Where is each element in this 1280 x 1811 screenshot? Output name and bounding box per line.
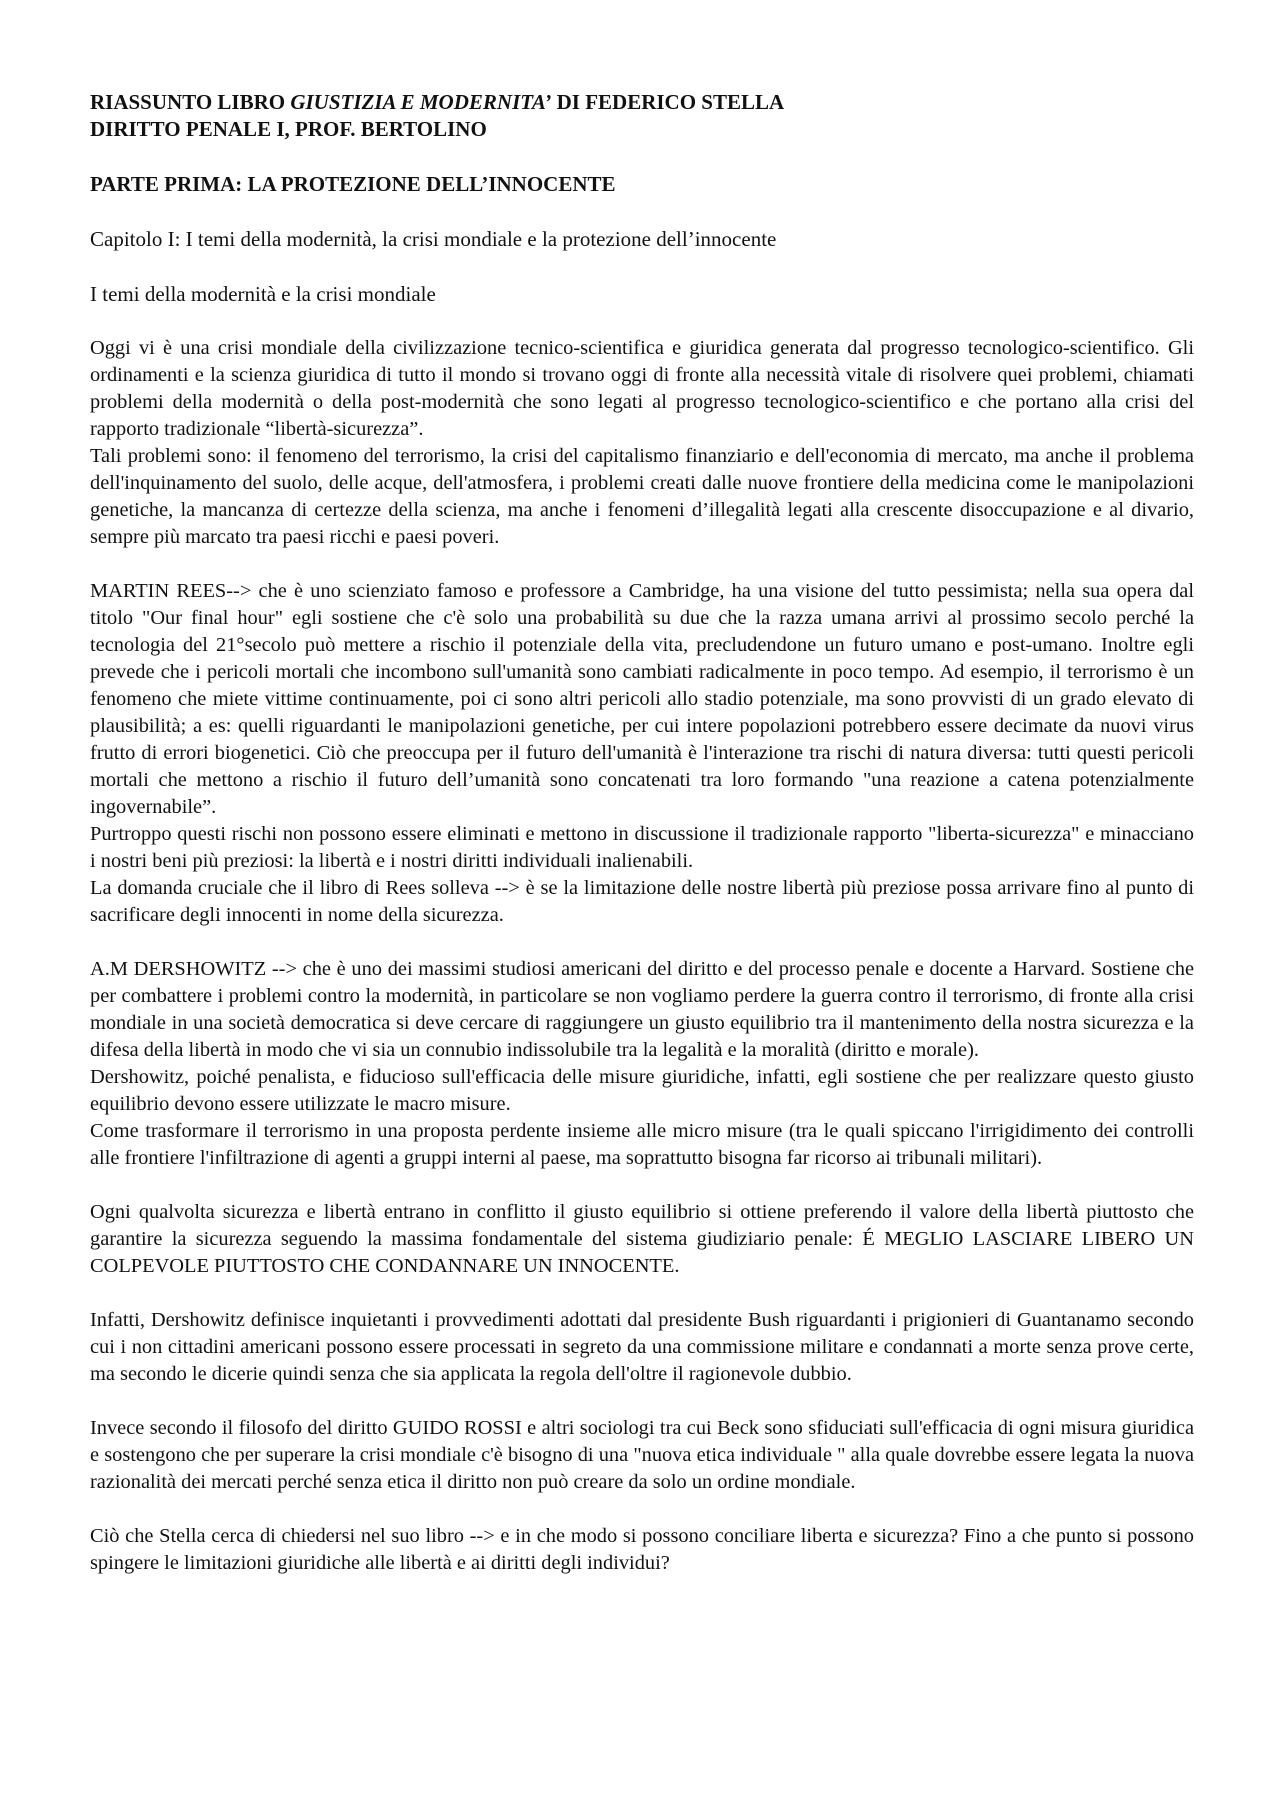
paragraph: Invece secondo il filosofo del diritto GUIDO ROSSI e altri sociologi tra cui Beck sono sfiduciati sull'efficacia di ogni misura giuridica e sostengono che per superare la crisi mondiale c'è bisogno di una "nuova etica individuale " alla quale dovrebbe essere legata la nuova razionalità dei mercati perché senza etica il diritto non può creare da solo un ordine mondiale. — [90, 1417, 1194, 1493]
paragraph: Ogni qualvolta sicurezza e libertà entrano in conflitto il giusto equilibrio si ottiene preferendo il valore della libertà piuttosto che garantire la sicurezza seguendo la massima fondamentale del sistema giudiziario penale: É MEGLIO LASCIARE LIBERO UN COLPEVOLE PIUTTOSTO CHE CONDANNARE UN INNOCENTE. — [90, 1201, 1194, 1277]
paragraph: Tali problemi sono: il fenomeno del terrorismo, la crisi del capitalismo finanziario e dell'economia di mercato, ma anche il problema dell'inquinamento del suolo, delle acque, dell'atmosfera, i problemi creati dalle nuove frontiere della medicina come le manipolazioni genetiche, la mancanza di certezze della scienza, ma anche i fenomeni d’illegalità legati alla crescente disoccupazione e al divario, sempre più marcato tra paesi ricchi e paesi poveri. — [90, 445, 1194, 548]
section-title: I temi della modernità e la crisi mondiale — [90, 282, 436, 306]
title-prefix: RIASSUNTO LIBRO — [90, 90, 291, 114]
document-title-line-2: DIRITTO PENALE I, PROF. BERTOLINO — [90, 117, 487, 141]
document-page — [90, 89, 1194, 1577]
paragraph: Infatti, Dershowitz definisce inquietanti i provvedimenti adottati dal presidente Bush riguardanti i prigionieri di Guantanamo secondo cui i non cittadini americani possono essere processati in segreto da una commissione militare e condannati a morte senza prove certe, ma secondo le dicerie quindi senza che sia applicata la regola dell'oltre il ragionevole dubbio. — [90, 1309, 1194, 1385]
paragraph: Dershowitz, poiché penalista, e fiducioso sull'efficacia delle misure giuridiche, infatti, egli sostiene che per realizzare questo giusto equilibrio devono essere utilizzate le macro misure. — [90, 1066, 1194, 1115]
title-author: DI FEDERICO STELLA — [551, 90, 785, 114]
paragraph: La domanda cruciale che il libro di Rees solleva --> è se la limitazione delle nostre libertà più preziose possa arrivare fino al punto di sacrificare degli innocenti in nome della sicurezza. — [90, 877, 1194, 926]
paragraph: Purtroppo questi rischi non possono essere eliminati e mettono in discussione il tradizionale rapporto "liberta-sicurezza" e minacciano i nostri beni più preziosi: la libertà e i nostri diritti individuali inalienabili. — [90, 823, 1194, 872]
paragraph: Oggi vi è una crisi mondiale della civilizzazione tecnico-scientifica e giuridica generata dal progresso tecnologico-scientifico. Gli ordinamenti e la scienza giuridica di tutto il mondo si trovano oggi di fronte alla necessità vitale di risolvere quei problemi, chiamati problemi della modernità o della post-modernità che sono legati al progresso tecnologico-scientifico e che portano alla crisi del rapporto tradizionale “libertà-sicurezza”. — [90, 337, 1194, 440]
chapter-title: Capitolo I: I temi della modernità, la crisi mondiale e la protezione dell’innocente — [90, 227, 777, 251]
paragraph: A.M DERSHOWITZ --> che è uno dei massimi studiosi americani del diritto e del processo penale e docente a Harvard. Sostiene che per combattere i problemi contro la modernità, in particolare se non vogliamo perdere la guerra contro il terrorismo, di fronte alla crisi mondiale in una società democratica si deve cercare di raggiungere un giusto equilibrio tra il mantenimento della nostra sicurezza e la difesa della libertà in modo che vi sia un connubio indissolubile tra la legalità e la moralità (diritto e morale). — [90, 958, 1194, 1061]
book-title: GIUSTIZIA E MODERNITA’ — [290, 90, 552, 114]
paragraph: Ciò che Stella cerca di chiedersi nel suo libro --> e in che modo si possono conciliare liberta e sicurezza? Fino a che punto si possono spingere le limitazioni giuridiche alle libertà e ai diritti degli individui? — [90, 1525, 1194, 1574]
document-title-line-1 — [90, 89, 1194, 116]
paragraph: Come trasformare il terrorismo in una proposta perdente insieme alle micro misure (tra le quali spiccano l'irrigidimento dei controlli alle frontiere l'infiltrazione di agenti a gruppi interni al paese, ma soprattutto bisogna far ricorso ai tribunali militari). — [90, 1120, 1194, 1169]
paragraph: MARTIN REES--> che è uno scienziato famoso e professore a Cambridge, ha una visione del tutto pessimista; nella sua opera dal titolo "Our final hour" egli sostiene che c'è solo una probabilità su due che la razza umana arrivi al prossimo secolo perché la tecnologia del 21°secolo può mettere a rischio il potenziale della vita, precludendone un futuro umano e post-umano. Inoltre egli prevede che i pericoli mortali che incombono sull'umanità sono cambiati radicalmente in poco tempo. Ad esempio, il terrorismo è un fenomeno che miete vittime continuamente, poi ci sono altri pericoli allo stadio potenziale, ma sono provvisti di un grado elevato di plausibilità; a es: quelli riguardanti le manipolazioni genetiche, per cui intere popolazioni potrebbero essere decimate da nuovi virus frutto di errori biogenetici. Ciò che preoccupa per il futuro dell'umanità è l'interazione tra rischi di natura diversa: tutti questi pericoli mortali che mettono a rischio il futuro dell’umanità sono concatenati tra loro formando "una reazione a catena potenzialmente ingovernabile”. — [90, 580, 1194, 818]
part-title: PARTE PRIMA: LA PROTEZIONE DELL’INNOCENTE — [90, 172, 616, 196]
